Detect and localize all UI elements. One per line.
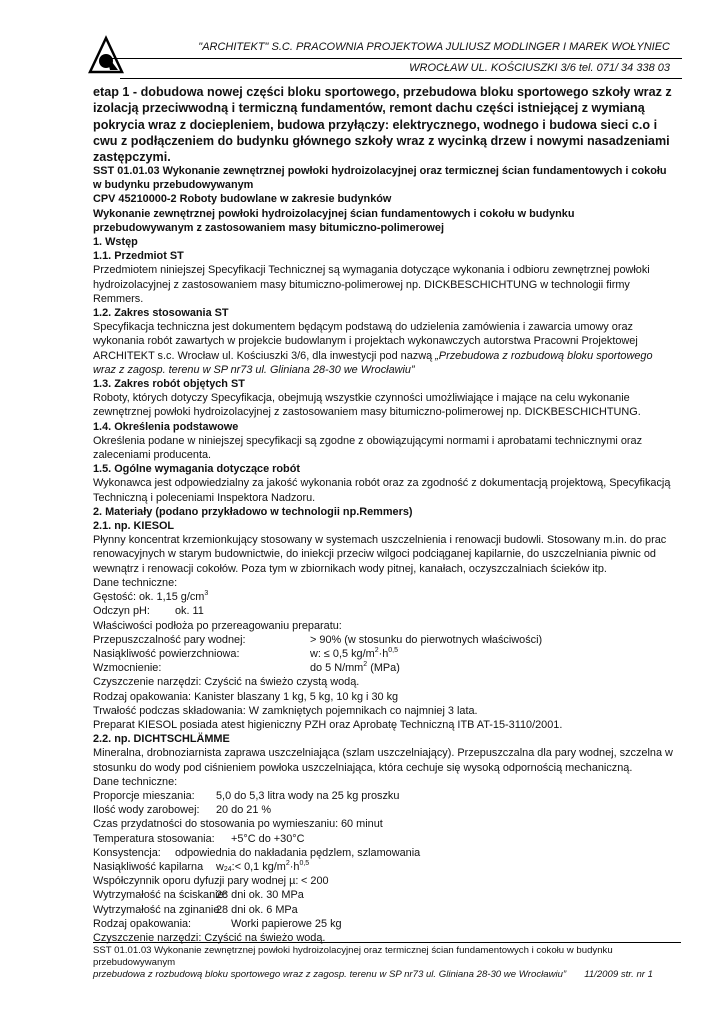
spec-row: Ilość wody zarobowej: 20 do 21 %: [93, 804, 272, 817]
spec-row: Wytrzymałość na ściskanie:28 dni ok. 30 MPa: [93, 889, 304, 902]
section-heading: 1.1. Przedmiot ST: [93, 250, 184, 263]
sst-subtitle: Wykonanie zewnętrznej powłoki hydroizolacyjnej ścian fundamentowych i cokołu w budynku przebudowywanym z zastosowaniem masy bitumiczno-polimerowej: [93, 207, 575, 234]
section-heading: 1.2. Zakres stosowania ST: [93, 307, 229, 320]
spec-row: Nasiąkliwość kapilarna w24:< 0,1 $kg/m^2\cdot h^{0,5}$: [93, 859, 310, 874]
page-header: [90, 36, 682, 78]
paragraph: Czyszczenie narzędzi: Czyścić na świeżo wodą.: [93, 931, 326, 944]
document-title: etap 1 - dobudowa nowej części bloku sportowego, przebudowa bloku sportowego szkoły wraz z izolacją przeciwwodną i termiczną fundamentów, remont dachu części istniejącej z wymianą pokrycia wraz z dociepleniem, budowa przyłączy: elektrycznego, wodnego i budowa sieci c.o i cwu z podłączeniem do budynku głównego szkoły wraz z wycinką drzew i nowymi nasadzeniami zastępczymi.: [93, 85, 672, 165]
spec-row: Wzmocnienie: do 5 $N/mm^2$ (MPa): [93, 661, 400, 675]
section-heading: 2. Materiały (podano przykładowo w technologii np.Remmers): [93, 505, 413, 518]
paragraph: Wykonawca jest odpowiedzialny za jakość wykonania robót oraz za zgodność z dokumentacją projektową, Specyfikacją Techniczną i poleceniami Inspektora Nadzoru.: [93, 477, 671, 504]
spec-row: Nasiąkliwość powierzchniowa: w: ≤ 0,5 $kg/m^2\cdot h^{0,5}$: [93, 646, 399, 660]
spec-row: Wytrzymałość na zginanie:28 dni ok. 6 MPa: [93, 903, 298, 916]
paragraph: Roboty, których dotyczy Specyfikacja, obejmują wszystkie czynności umożliwiające i mające na celu wykonanie zewnętrznej powłoki hydroizolacyjnej z zastosowaniem masy bitumiczno-polimerowej np. DICKBESCHICHTUNG.: [93, 392, 641, 419]
header-address: WROCŁAW UL. KOŚCIUSZKI 3/6 tel. 071/ 34 338 03: [409, 62, 670, 74]
section-heading: 2.1. np. KIESOL: [93, 520, 175, 533]
paragraph: Preparat KIESOL posiada atest higieniczny PZH oraz Aprobatę Techniczną ITB AT-15-3110/2001.: [93, 718, 563, 731]
spec-row: Proporcje mieszania: 5,0 do 5,3 litra wody na 25 kg proszku: [93, 789, 400, 802]
spec-row: Konsystencja: odpowiednia do nakładania pędzlem, szlamowania: [93, 846, 421, 859]
spec-row: Temperatura stosowania: +5°C do +30°C: [93, 832, 305, 845]
header-company-name: "ARCHITEKT" S.C. PRACOWNIA PROJEKTOWA JULIUSZ MODLINGER I MAREK WOŁYNIEC: [198, 41, 670, 53]
section-heading: 2.2. np. DICHTSCHLÄMME: [93, 733, 230, 746]
tech-data-label: Dane techniczne:: [93, 576, 178, 589]
spec-row: Rodzaj opakowania: Worki papierowe 25 kg: [93, 917, 342, 930]
paragraph: Właściwości podłoża po przereagowaniu preparatu:: [93, 619, 342, 632]
footer-investment: przebudowa z rozbudową bloku sportowego wraz z zagosp. terenu w SP nr73 ul. Gliniana 28-30 we Wrocławiu”: [93, 969, 567, 980]
spec-row: Gęstość: ok. 1,15 $g/cm^3$: [93, 590, 209, 604]
section-heading: 1.3. Zakres robót objętych ST: [93, 378, 245, 391]
paragraph: Określenia podane w niniejszej specyfikacji są zgodne z obowiązującymi normami i aprobatami technicznymi oraz zaleceniami producenta.: [93, 434, 643, 462]
page-footer: [93, 942, 681, 981]
cpv-code: CPV 45210000-2 Roboty budowlane w zakresie budynków: [93, 193, 392, 206]
spec-row: Przepuszczalność pary wodnej: > 90% (w stosunku do pierwotnych właściwości): [93, 633, 543, 646]
tech-data-label: Dane techniczne:: [93, 775, 178, 788]
spec-row: Czas przydatności do stosowania po wymieszaniu: 60 minut: [93, 818, 383, 831]
paragraph: [93, 320, 673, 377]
paragraph-text: Specyfikacja techniczna jest dokumentem będącym podstawą do udzielenia zamówienia i zawarcia umowy oraz wykonania robót zawartych w projekcie budowlanym i projektach wykonawczych autorstwa Pracowni Projektowej ARCHITEKT s.c. Wrocław ul. Kościuszki 3/6, dla inwestycji pod nazwą: [93, 321, 638, 362]
footer-sst-title: SST 01.01.03 Wykonanie zewnętrznej powłoki hydroizolacyjnej oraz termicznej ścian fundamentowych i cokołu w budynku przebudowywanym: [93, 945, 613, 968]
sst-code-title: SST 01.01.03 Wykonanie zewnętrznej powłoki hydroizolacyjnej oraz termicznej ścian fundamentowych i cokołu w budynku przebudowywanym: [93, 165, 667, 192]
spec-row: Współczynnik oporu dyfuzji pary wodnej µ: < 200: [93, 875, 329, 888]
footer-line2: [93, 969, 681, 981]
paragraph: Rodzaj opakowania: Kanister blaszany 1 kg, 5 kg, 10 kg i 30 kg: [93, 690, 399, 703]
section-heading: 1.5. Ogólne wymagania dotyczące robót: [93, 463, 300, 476]
header-divider: [106, 58, 682, 59]
paragraph: Trwałość podczas składowania: W zamkniętych pojemnikach co najmniej 3 lata.: [93, 704, 478, 717]
paragraph: Mineralna, drobnoziarnista zaprawa uszczelniająca (szlam uszczelniający). Przepuszczalna dla pary wodnej, szczelna w stosunku do wody pod ciśnieniem powłoka uszczelniająca, która cechuje się wysoką odpornością mechaniczną.: [93, 747, 673, 774]
spec-row: Odczyn pH: ok. 11: [93, 605, 204, 618]
paragraph: Przedmiotem niniejszej Specyfikacji Technicznej są wymagania dotyczące wykonania i odbioru zewnętrznej powłoki hydroizolacyjnej z zastosowaniem masy bitumiczno-polimerowej np. DICKBESCHICHTUNG w technologii firmy Remmers.: [93, 264, 650, 305]
section-heading: 1. Wstęp: [93, 236, 138, 249]
section-heading: 1.4. Określenia podstawowe: [93, 420, 239, 433]
investment-name: „Przebudowa z rozbudową bloku sportowego wraz z zagosp. terenu w SP nr73 ul. Gliniana 28-30 we Wrocławiu”: [93, 349, 653, 376]
architekt-logo-icon: [84, 32, 128, 76]
paragraph: Czyszczenie narzędzi: Czyścić na świeżo czystą wodą.: [93, 676, 360, 689]
paragraph: Płynny koncentrat krzemionkujący stosowany w systemach uszczelnienia i renowacji budowli. Stosowany m.in. do prac renowacyjnych w starym budownictwie, do iniekcji przeciw wilgoci podciąganej kapilarnie, do uszczelniania piwnic od wewnątrz i renowacji cokołów. Poza tym w zbiornikach wody pitnej, kanałach, oczyszczalniach ścieków itp.: [93, 534, 667, 575]
document-body: [93, 164, 673, 945]
header-divider-bottom: [120, 78, 682, 79]
footer-date-page: 11/2009 str. nr 1: [584, 969, 653, 980]
